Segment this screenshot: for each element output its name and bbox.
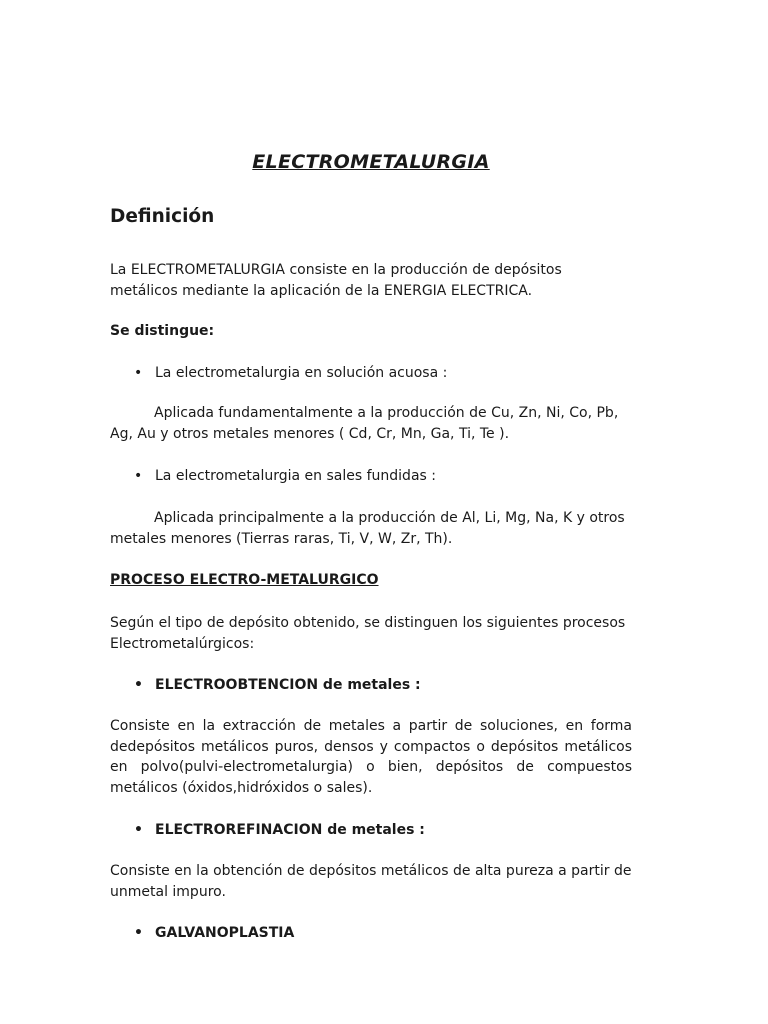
- fundidas-paragraph: Aplicada principalmente a la producción de Al, Li, Mg, Na, K y otros metales menores (Tierras raras, Ti, V, W, Zr, Th).: [110, 510, 625, 547]
- list-item-label: ELECTROOBTENCION de metales :: [155, 677, 421, 693]
- list-item-label: ELECTROREFINACION de metales :: [155, 822, 425, 838]
- process-heading: PROCESO ELECTRO-METALURGICO: [110, 572, 379, 588]
- bullet-icon: •: [134, 925, 143, 941]
- definition-paragraph: La ELECTROMETALURGIA consiste en la producción de depósitos metálicos mediante la aplicación de la ENERGIA ELECTRICA.: [110, 262, 562, 299]
- distinguish-label: Se distingue:: [110, 323, 215, 339]
- electrorefinacion-paragraph: Consiste en la obtención de depósitos metálicos de alta pureza a partir de unmetal impuro.: [110, 863, 632, 900]
- list-item-label: La electrometalurgia en solución acuosa :: [155, 365, 448, 381]
- document-page: [110, 0, 632, 1024]
- process-intro-paragraph: Según el tipo de depósito obtenido, se distinguen los siguientes procesos Electrometalúrgicos:: [110, 615, 626, 652]
- list-item-label: GALVANOPLASTIA: [155, 925, 295, 941]
- bullet-icon: •: [134, 677, 143, 693]
- document-title: ELECTROMETALURGIA: [252, 151, 490, 173]
- acuosa-paragraph: Aplicada fundamentalmente a la producción de Cu, Zn, Ni, Co, Pb, Ag, Au y otros metales menores ( Cd, Cr, Mn, Ga, Ti, Te ).: [110, 405, 619, 442]
- bullet-icon: •: [134, 468, 143, 484]
- electroobtencion-paragraph: Consiste en la extracción de metales a partir de soluciones, en forma dedepósitos metálicos puros, densos y compactos o depósitos metálicos en polvo(pulvi-electrometalurgia) o bien, depósitos de compuestos metálicos (óxidos,hidróxidos o sales).: [110, 718, 632, 796]
- definition-heading: Definición: [110, 206, 215, 227]
- list-item-label: La electrometalurgia en sales fundidas :: [155, 468, 436, 484]
- bullet-icon: •: [134, 822, 143, 838]
- bullet-icon: •: [134, 365, 143, 381]
